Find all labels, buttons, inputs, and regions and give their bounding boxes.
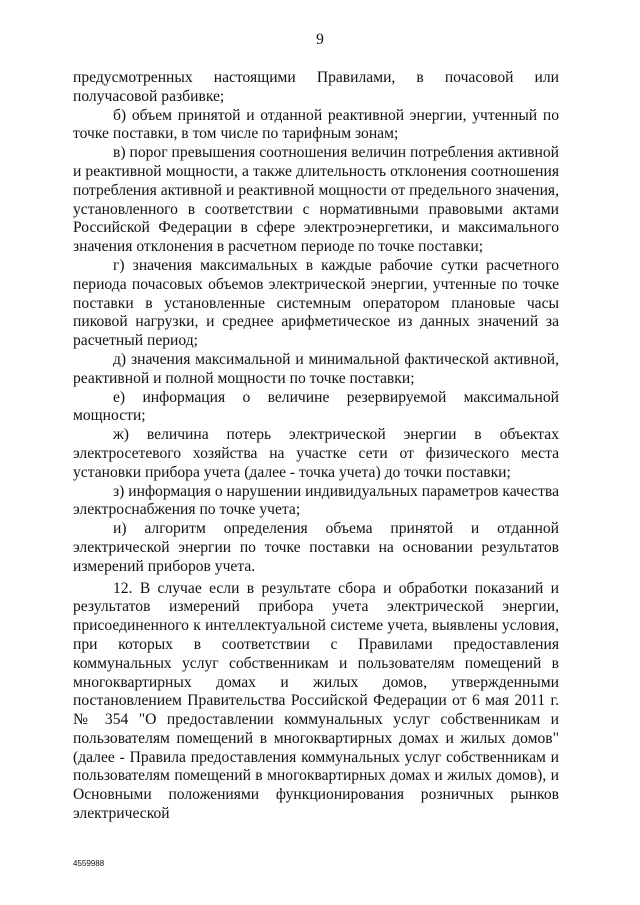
paragraph-item-zh: ж) величина потерь электрической энергии в объектах электросетевого хозяйства на участке сети от физического места установки прибора учета (далее - точка учета) до точки поставки; [73,426,559,481]
paragraph-continuation: предусмотренных настоящими Правилами, в почасовой или получасовой разбивке; [73,69,559,105]
page-number: 9 [316,31,324,48]
paragraph-item-g: г) значения максимальных в каждые рабочие сутки расчетного периода почасовых объемов электрической энергии, учтенные по точке поставки в установленные системным оператором плановые часы пиковой нагрузки, и среднее арифметическое из данных значений за расчетный период; [73,256,559,350]
paragraph-section-12: 12. В случае если в результате сбора и обработки показаний и результатов измерений прибора учета электрической энергии, присоединенного к интеллектуальной системе учета, выявлены условия, при которых в соответствии с Правилами предоставления коммунальных услуг собственникам и пользователям помещений в многоквартирных домах и жилых домов, утвержденными постановлением Правительства Российской Федерации от 6 мая 2011 г. № 354 "О предоставлении коммунальных услуг собственникам и пользователям помещений в многоквартирных домах и жилых домов" (далее - Правила предоставления коммунальных услуг собственникам и пользователям помещений в многоквартирных домах и жилых домов), и Основными положениями функционирования розничных рынков электрической [73,579,559,823]
paragraph-item-e: е) информация о величине резервируемой максимальной мощности; [73,388,559,425]
paragraph-item-d: д) значения максимальной и минимальной фактической активной, реактивной и полной мощности по точке поставки; [73,350,559,387]
document-body [73,69,559,824]
paragraph-item-i: и) алгоритм определения объема принятой и отданной электрической энергии по точке поставки на основании результатов измерений приборов учета. [73,520,559,575]
paragraph-item-b: б) объем принятой и отданной реактивной энергии, учтенный по точке поставки, в том числе по тарифным зонам; [73,106,559,143]
paragraph-item-v: в) порог превышения соотношения величин потребления активной и реактивной мощности, а также длительность отклонения соотношения потребления активной и реактивной мощности от предельного значения, установленного в соответствии с нормативными правовыми актами Российской Федерации в сфере электроэнергетики, и максимального значения отклонения в расчетном периоде по точке поставки; [73,144,559,256]
paragraph-item-z: з) информация о нарушении индивидуальных параметров качества электроснабжения по точке учета; [73,482,559,519]
document-code: 4559988 [73,859,105,868]
